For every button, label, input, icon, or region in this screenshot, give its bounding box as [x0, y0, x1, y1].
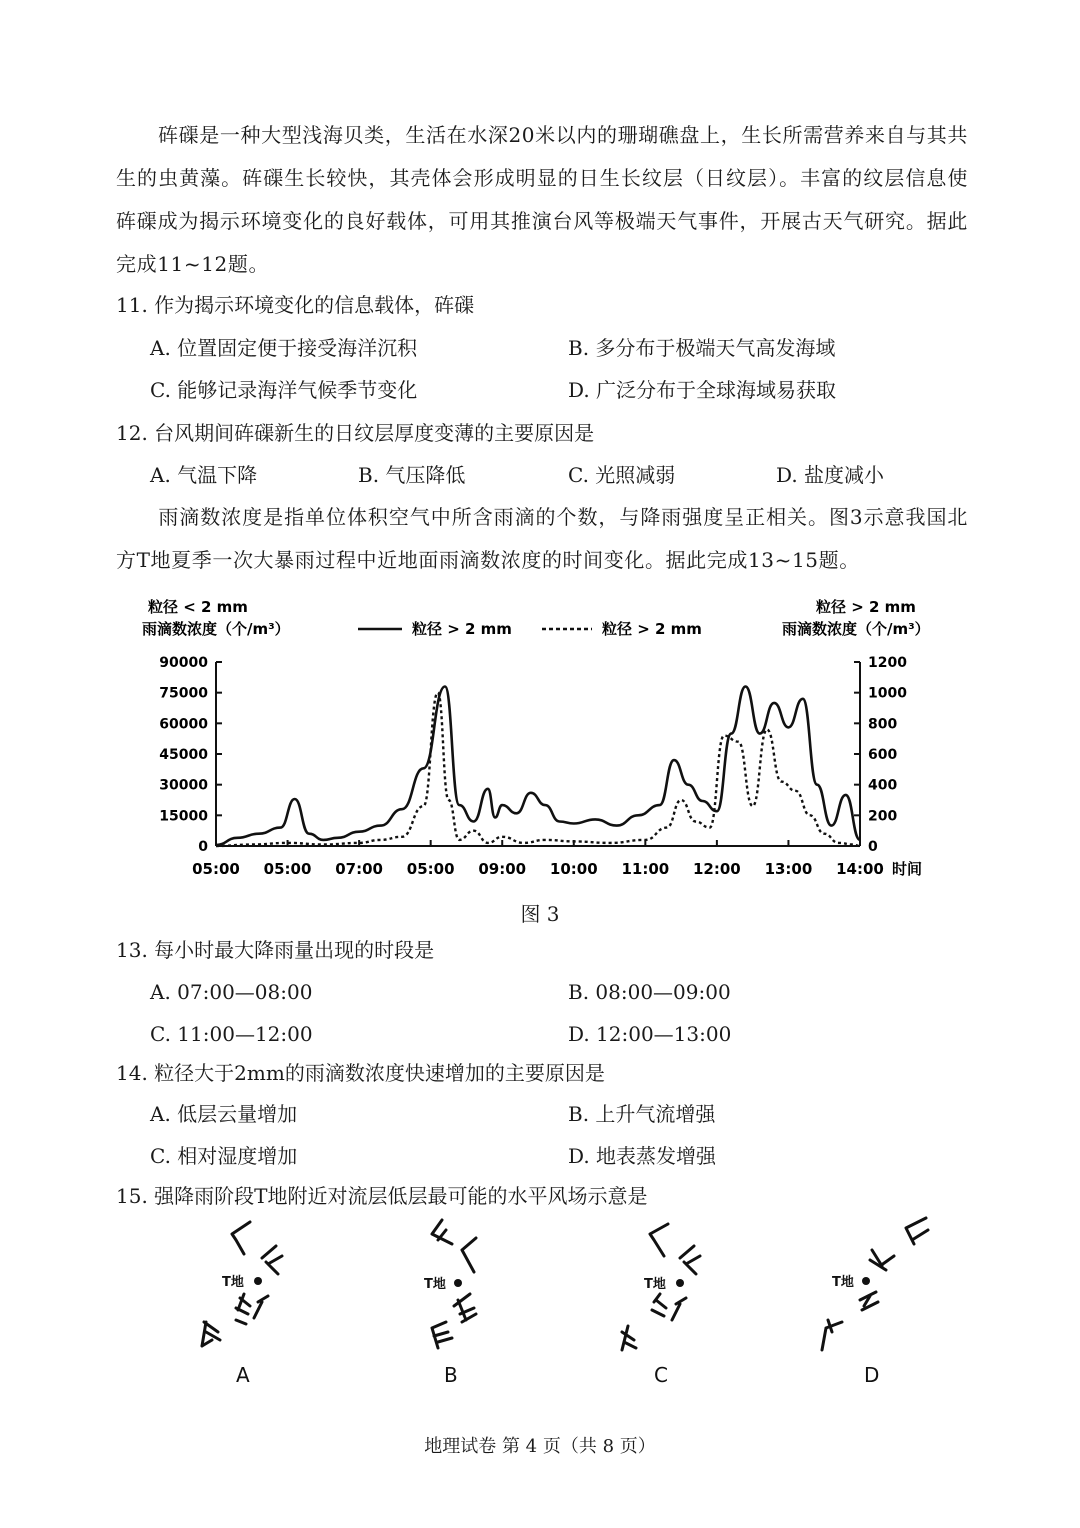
wind-barb-a-4: [254, 1296, 268, 1318]
left-axis-title-2: 雨滴数浓度（个/m³）: [142, 620, 290, 638]
station-dot-b: [454, 1279, 462, 1287]
passage-raindrop: [116, 496, 968, 582]
wind-barb-a-2: [262, 1246, 282, 1274]
wind-barb-c-4: [672, 1298, 686, 1320]
q11-option-c[interactable]: C. 能够记录海洋气候季节变化: [150, 378, 418, 402]
y-left-tick-label: 75000: [159, 685, 208, 702]
passage-raindrop-text: 雨滴数浓度是指单位体积空气中所含雨滴的个数，与降雨强度呈正相关。图3示意我国北方T地夏季一次大暴雨过程中近地面雨滴数浓度的时间变化。据此完成13~15题。: [116, 505, 968, 572]
chart-axes: [159, 655, 922, 878]
x-tick-label: 13:00: [764, 860, 813, 878]
wind-barb-d-2: [870, 1250, 894, 1270]
station-dot-d: [862, 1277, 870, 1285]
q14-option-c[interactable]: C. 相对湿度增加: [150, 1144, 298, 1168]
x-tick-label: 14:00: [836, 860, 884, 878]
y-left-tick-label: 0: [198, 839, 208, 855]
y-right-tick-label: 1200: [868, 655, 907, 671]
wind-barb-b-1: [432, 1220, 452, 1244]
y-left-tick-label: 15000: [159, 808, 208, 825]
wind-barb-b-3: [454, 1294, 476, 1322]
q13-option-d[interactable]: D. 12:00—13:00: [568, 1022, 732, 1046]
q12-option-c[interactable]: C. 光照减弱: [568, 463, 676, 487]
x-tick-label: 05:00: [263, 860, 312, 878]
passage-giant-clam: [116, 114, 968, 286]
station-label-a: T地: [222, 1275, 244, 1290]
series-line-solid: [216, 687, 860, 846]
q14-option-d[interactable]: D. 地表蒸发增强: [568, 1144, 717, 1168]
question-11-stem: 11. 作为揭示环境变化的信息载体，砗磲: [116, 293, 475, 317]
station-label-b: T地: [424, 1277, 446, 1292]
y-right-tick-label: 800: [868, 716, 898, 733]
y-right-tick-label: 1000: [868, 685, 907, 702]
wind-option-label-b[interactable]: B: [444, 1363, 458, 1387]
wind-barb-d-1: [906, 1218, 928, 1244]
x-axis-label: 时间: [892, 860, 923, 878]
x-tick-label: 07:00: [335, 860, 383, 878]
x-tick-label: 05:00: [406, 860, 455, 878]
question-13-stem: 13. 每小时最大降雨量出现的时段是: [116, 938, 435, 962]
right-axis-title-1: 粒径 > 2 mm: [816, 598, 916, 616]
station-dot-c: [676, 1279, 684, 1287]
x-tick-label: 09:00: [478, 860, 527, 878]
q12-option-b[interactable]: B. 气压降低: [358, 463, 466, 487]
page-footer: 地理试卷 第 4 页（共 8 页）: [424, 1436, 656, 1457]
y-right-tick-label: 400: [868, 777, 898, 794]
x-tick-label: 12:00: [693, 860, 741, 878]
wind-barb-d-4: [822, 1320, 842, 1350]
station-label-c: T地: [644, 1277, 666, 1292]
q14-option-a[interactable]: A. 低层云量增加: [150, 1102, 298, 1126]
q11-option-d[interactable]: D. 广泛分布于全球海域易获取: [568, 378, 837, 402]
figure-caption: 图 3: [520, 902, 560, 926]
question-12-stem: 12. 台风期间砗磲新生的日纹层厚度变薄的主要原因是: [116, 421, 595, 445]
wind-barb-a-3: [236, 1294, 250, 1324]
wind-barb-a-1: [232, 1222, 250, 1254]
y-left-tick-label: 30000: [159, 777, 208, 794]
legend-dashed-label: 粒径 > 2 mm: [602, 620, 702, 638]
wind-option-label-c[interactable]: C: [654, 1363, 668, 1387]
raindrop-concentration-chart: [0, 590, 1080, 890]
x-tick-label: 05:00: [192, 860, 240, 878]
chart-series: [216, 687, 860, 847]
y-left-tick-label: 45000: [159, 747, 208, 763]
q13-option-c[interactable]: C. 11:00—12:00: [150, 1022, 313, 1046]
question-15-stem: 15. 强降雨阶段T地附近对流层低层最可能的水平风场示意是: [116, 1184, 648, 1208]
legend-solid-label: 粒径 > 2 mm: [412, 620, 512, 638]
y-right-tick-label: 600: [868, 747, 898, 763]
q11-option-b[interactable]: B. 多分布于极端天气高发海域: [568, 336, 836, 360]
y-left-tick-label: 60000: [159, 716, 208, 733]
series-line-dashed: [216, 693, 860, 846]
wind-barb-b-4: [432, 1322, 452, 1348]
wind-field-options: [0, 1210, 1080, 1400]
q11-option-a[interactable]: A. 位置固定便于接受海洋沉积: [150, 336, 418, 360]
right-axis-title-2: 雨滴数浓度（个/m³）: [782, 620, 930, 638]
q13-option-a[interactable]: A. 07:00—08:00: [150, 980, 313, 1004]
q13-option-b[interactable]: B. 08:00—09:00: [568, 980, 731, 1004]
y-left-tick-label: 90000: [159, 655, 208, 671]
wind-barb-c-1: [650, 1224, 668, 1256]
wind-barb-a-5: [202, 1322, 220, 1346]
passage-giant-clam-text: 砗磲是一种大型浅海贝类，生活在水深20米以内的珊瑚礁盘上，生长所需营养来自与其共生的虫黄藻。砗磲生长较快，其壳体会形成明显的日生长纹层（日纹层）。丰富的纹层信息使砗磲成为揭示环境变化的良好载体，可用其推演台风等极端天气事件，开展古天气研究。据此完成11~12题。: [116, 123, 968, 276]
station-dot-a: [254, 1277, 262, 1285]
wind-option-label-a[interactable]: A: [236, 1363, 250, 1387]
x-tick-label: 11:00: [621, 860, 670, 878]
q12-option-a[interactable]: A. 气温下降: [150, 463, 258, 487]
wind-barb-b-2: [462, 1238, 476, 1272]
wind-barb-d-3: [860, 1292, 878, 1310]
station-label-d: T地: [832, 1275, 854, 1290]
q14-option-b[interactable]: B. 上升气流增强: [568, 1102, 716, 1126]
left-axis-title-1: 粒径 < 2 mm: [148, 598, 248, 616]
q12-option-d[interactable]: D. 盐度减小: [776, 463, 885, 487]
wind-option-label-d[interactable]: D: [864, 1363, 880, 1387]
wind-barb-c-5: [622, 1326, 636, 1350]
y-right-tick-label: 200: [868, 808, 898, 825]
y-right-tick-label: 0: [868, 839, 878, 855]
wind-barb-c-2: [680, 1246, 700, 1274]
wind-barb-c-3: [652, 1294, 666, 1316]
question-14-stem: 14. 粒径大于2mm的雨滴数浓度快速增加的主要原因是: [116, 1061, 605, 1085]
x-tick-label: 10:00: [549, 860, 598, 878]
